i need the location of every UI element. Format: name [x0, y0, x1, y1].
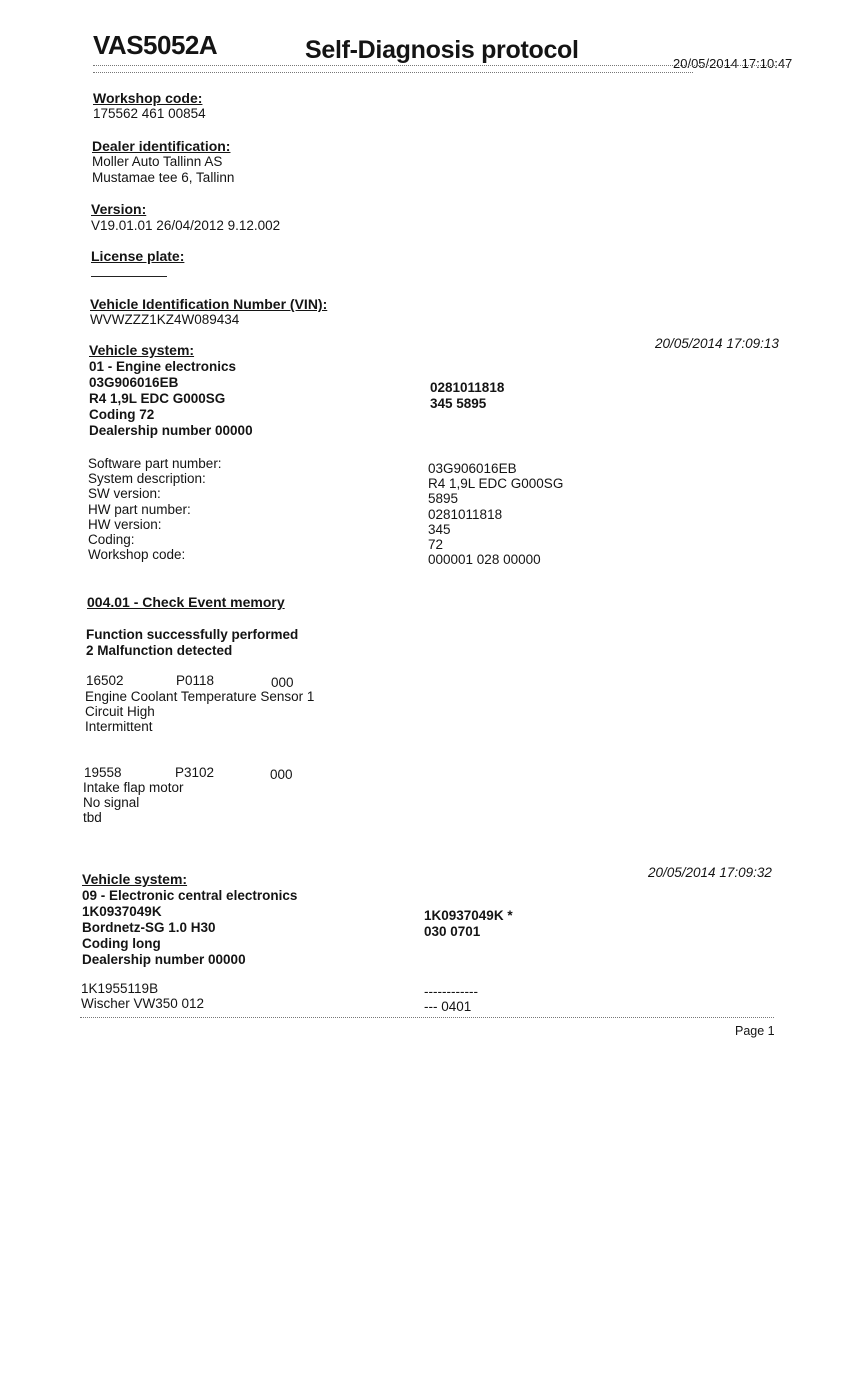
print-datetime: 20/05/2014 17:10:47	[673, 56, 793, 71]
subsystem-dashes: ------------	[424, 984, 478, 999]
fault-status: 000	[270, 767, 293, 782]
fault-pcode: P3102	[175, 765, 215, 780]
system-part-number: 03G906016EB	[89, 375, 179, 390]
version-value: V19.01.01 26/04/2012 9.12.002	[91, 218, 281, 233]
malfunction-count: 2 Malfunction detected	[86, 643, 233, 658]
fault-text-line: Circuit High	[85, 704, 155, 720]
hw-part-number: 1K0937049K *	[424, 908, 513, 923]
system-name: 01 - Engine electronics	[89, 359, 237, 374]
fault-text-line: Engine Coolant Temperature Sensor 1	[85, 689, 315, 704]
fault-text-line: No signal	[83, 795, 140, 811]
dealership-number: Dealership number 00000	[82, 952, 246, 967]
system-timestamp: 20/05/2014 17:09:32	[648, 865, 772, 880]
system-coding: Coding 72	[89, 407, 155, 422]
hw-sw-version: 030 0701	[424, 924, 481, 939]
dealer-line: Moller Auto Tallinn AS	[92, 154, 223, 169]
hw-part-number: 0281011818	[430, 380, 505, 395]
header-divider	[93, 65, 787, 66]
license-plate-blank	[91, 276, 167, 277]
system-name: 09 - Electronic central electronics	[82, 888, 298, 903]
brand-title: VAS5052A	[93, 30, 218, 60]
subsystem-part-number: 1K1955119B	[81, 981, 159, 996]
fault-pcode: P0118	[176, 673, 215, 688]
dealer-label: Dealer identification:	[92, 138, 231, 154]
workshop-code-label: Workshop code:	[93, 90, 203, 106]
header-divider-2	[93, 72, 693, 73]
document-title: Self-Diagnosis protocol	[305, 36, 579, 64]
system-description: R4 1,9L EDC G000SG	[89, 391, 226, 406]
vin-label: Vehicle Identification Number (VIN):	[90, 296, 328, 312]
workshop-code-value: 175562 461 00854	[93, 106, 206, 121]
fault-description	[85, 689, 314, 735]
detail-label: Workshop code:	[88, 547, 186, 563]
system-id-block	[82, 904, 246, 968]
fault-description	[83, 780, 184, 826]
dealership-number: Dealership number 00000	[89, 423, 253, 438]
vehicle-system-label: Vehicle system:	[82, 871, 188, 887]
subsystem-version: --- 0401	[424, 999, 472, 1015]
dealer-line: Mustamae tee 6, Tallinn	[92, 170, 235, 185]
detail-value: 345	[428, 521, 451, 537]
system-part-number: 1K0937049K	[82, 904, 162, 919]
detail-label: Coding:	[88, 532, 135, 548]
detail-value: 5895	[428, 491, 459, 507]
system-hw-block	[430, 380, 504, 412]
vehicle-system-label: Vehicle system:	[89, 342, 195, 358]
detail-label: HW version:	[88, 516, 162, 532]
hw-sw-version: 345 5895	[430, 396, 487, 411]
license-plate-label: License plate:	[91, 248, 185, 264]
system-hw-block	[424, 908, 513, 940]
detail-value: 72	[428, 537, 444, 553]
fault-status: 000	[271, 675, 294, 690]
detail-label: HW part number:	[88, 501, 191, 517]
detail-value: R4 1,9L EDC G000SG	[428, 476, 564, 492]
vin-value: WVWZZZ1KZ4W089434	[90, 312, 240, 327]
event-memory-status: Function successfully performed	[86, 627, 299, 642]
system-description: Bordnetz-SG 1.0 H30	[82, 920, 216, 935]
system-timestamp: 20/05/2014 17:09:13	[655, 336, 779, 351]
detail-label: System description:	[88, 471, 206, 487]
system-coding: Coding long	[82, 936, 161, 951]
event-memory-title: 004.01 - Check Event memory	[87, 594, 285, 610]
fault-code: 19558	[84, 765, 122, 780]
system-id-block	[89, 375, 253, 439]
version-label: Version:	[91, 201, 147, 217]
subsystem-left	[81, 981, 204, 1011]
fault-text-line: Intake flap motor	[83, 780, 184, 795]
detail-value: 0281011818	[428, 506, 503, 522]
fault-code: 16502	[86, 673, 124, 688]
subsystem-description: Wischer VW350 012	[81, 996, 205, 1012]
detail-value: 03G906016EB	[428, 461, 517, 476]
page-number: Page 1	[735, 1024, 775, 1038]
fault-text-line: tbd	[83, 810, 102, 826]
footer-divider	[80, 1017, 774, 1018]
details-values	[428, 461, 563, 567]
details-labels	[88, 456, 222, 562]
detail-label: Software part number:	[88, 456, 222, 471]
detail-label: SW version:	[88, 486, 161, 502]
fault-text-line: Intermittent	[85, 719, 153, 735]
subsystem-right	[424, 984, 478, 1014]
detail-value: 000001 028 00000	[428, 552, 541, 568]
